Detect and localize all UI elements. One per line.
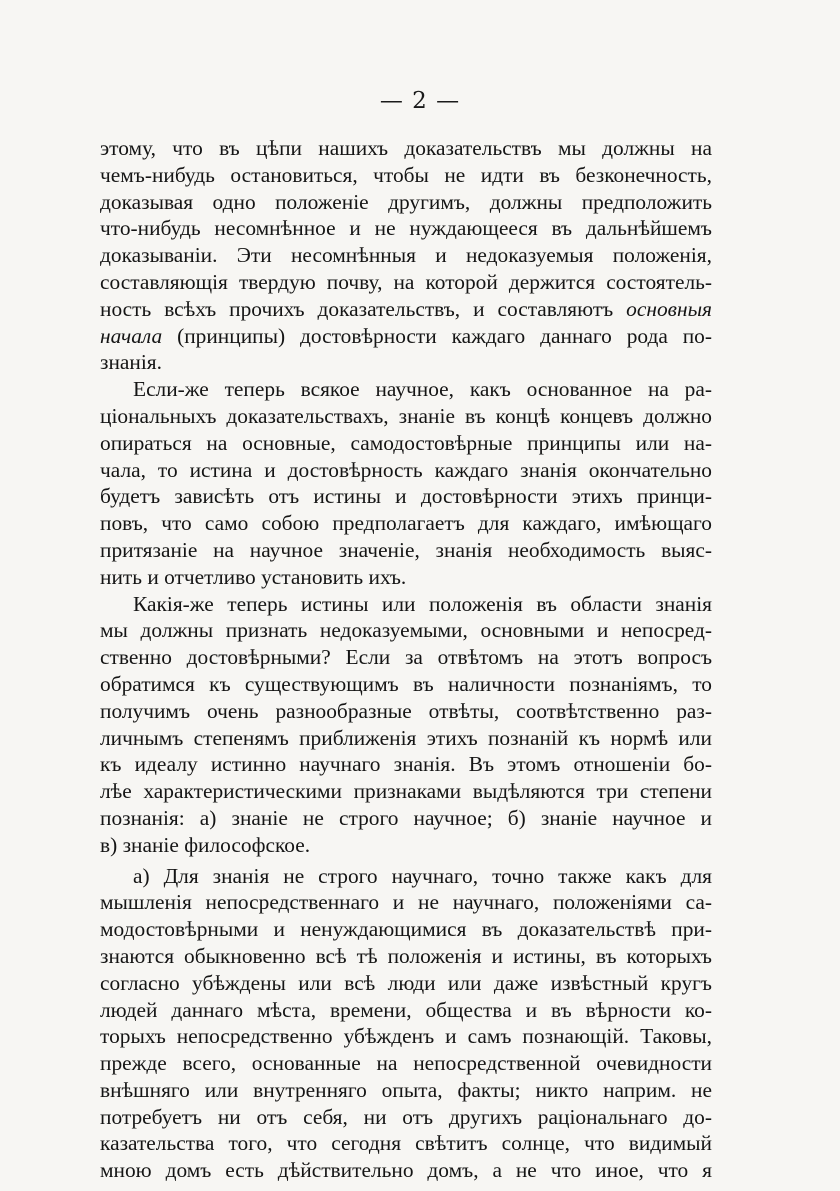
text-line (100, 296, 712, 323)
text-line: лѣе характеристическими признаками выдѣляются три степени (100, 779, 712, 804)
text-line: торыхъ непосредственно убѣжденъ и самъ познающій. Таковы, (100, 1024, 712, 1049)
text-line: прежде всего, основанные на непосредственной очевидности (100, 1051, 712, 1076)
text-line: чала, то истина и достовѣрность каждаго знанія окончательно (100, 457, 712, 482)
text-line: мною домъ есть дѣйствительно домъ, а не что иное, что я (100, 1158, 712, 1183)
paragraph (100, 135, 712, 376)
text-line (100, 323, 712, 350)
text-line: казательства того, что сегодня свѣтитъ солнце, что видимый (100, 1131, 712, 1156)
text-line: этому, что въ цѣпи нашихъ доказательствъ мы должны на (100, 136, 712, 160)
text-line: Какія-же теперь истины или положенія въ области знанія (133, 591, 712, 616)
text-line: мышленія непосредственнаго и не научнаго, положеніями са- (100, 890, 712, 915)
text-line: опираться на основные, самодостовѣрные принципы или на- (100, 430, 712, 455)
text-line: знаются обыкновенно всѣ тѣ положенія и истины, въ которыхъ (100, 943, 712, 968)
text-line: личнымъ степенямъ приближенія этихъ познаній къ нормѣ или (100, 725, 712, 750)
text-line: а) Для знанія не строго научнаго, точно также какъ для (133, 863, 712, 888)
text-line: в) знаніе философское. (100, 832, 311, 857)
text-line: знанія. (100, 350, 162, 375)
text-line: составляющія твердую почву, на которой держится состоятель- (100, 269, 712, 294)
body-text (100, 135, 712, 1184)
text-line: что-нибудь несомнѣнное и не нуждающееся въ дальнѣйшемъ (100, 216, 712, 241)
paragraph (100, 376, 712, 590)
text-line: потребуетъ ни отъ себя, ни отъ другихъ раціональнаго до- (100, 1104, 712, 1129)
italic-term: начала (100, 323, 163, 348)
text-line: притязаніе на научное значеніе, знанія необходимость выяс- (100, 537, 712, 562)
text-line: согласно убѣждены или всѣ люди или даже извѣстный кругъ (100, 970, 712, 995)
text-line: мы должны признать недоказуемыми, основными и непосред- (100, 618, 712, 643)
paragraph (100, 863, 712, 1185)
text-line: чемъ-нибудь остановиться, чтобы не идти въ безконечность, (100, 162, 712, 187)
italic-term: основныя (626, 296, 712, 321)
text-line: ственно достовѣрными? Если за отвѣтомъ на этотъ вопросъ (100, 645, 712, 670)
text-line: доказываніи. Эти несомнѣнныя и недоказуемыя положенія, (100, 243, 712, 268)
text-line: модостовѣрными и ненуждающимися въ доказательствѣ при- (100, 917, 712, 942)
text-line: будетъ зависѣть отъ истины и достовѣрности этихъ принци- (100, 484, 712, 509)
text-line: внѣшняго или внутренняго опыта, факты; никто наприм. не (100, 1077, 712, 1102)
text-line: доказывая одно положенiе другимъ, должны предположить (100, 189, 712, 214)
text-line: ціональныхъ доказательствахъ, знаніе въ концѣ концевъ должно (100, 403, 712, 428)
text-line: людей даннаго мѣста, времени, общества и въ вѣрности ко- (100, 997, 712, 1022)
text-line: повъ, что само собою предполагаетъ для каждаго, имѣющаго (100, 511, 712, 536)
text-line: обратимся къ существующимъ въ наличности познаніямъ, то (100, 671, 712, 696)
text-line: Если-же теперь всякое научное, какъ основанное на ра- (133, 377, 712, 402)
text-line: познанія: а) знаніе не строго научное; б) знаніе научное и (100, 805, 712, 830)
text-line: получимъ очень разнообразные отвѣты, соотвѣтственно раз- (100, 698, 712, 723)
text-line: къ идеалу истинно научнаго знанія. Въ этомъ отношеніи бо- (100, 752, 712, 777)
paragraph (100, 591, 712, 859)
text-line: нить и отчетливо установить ихъ. (100, 564, 407, 589)
text-run: (принципы) достовѣрности каждаго даннаго рода по- (162, 323, 712, 348)
page-number: — 2 — (379, 88, 461, 114)
text-run: ность всѣхъ прочихъ доказательствъ, и составляютъ (100, 296, 627, 321)
